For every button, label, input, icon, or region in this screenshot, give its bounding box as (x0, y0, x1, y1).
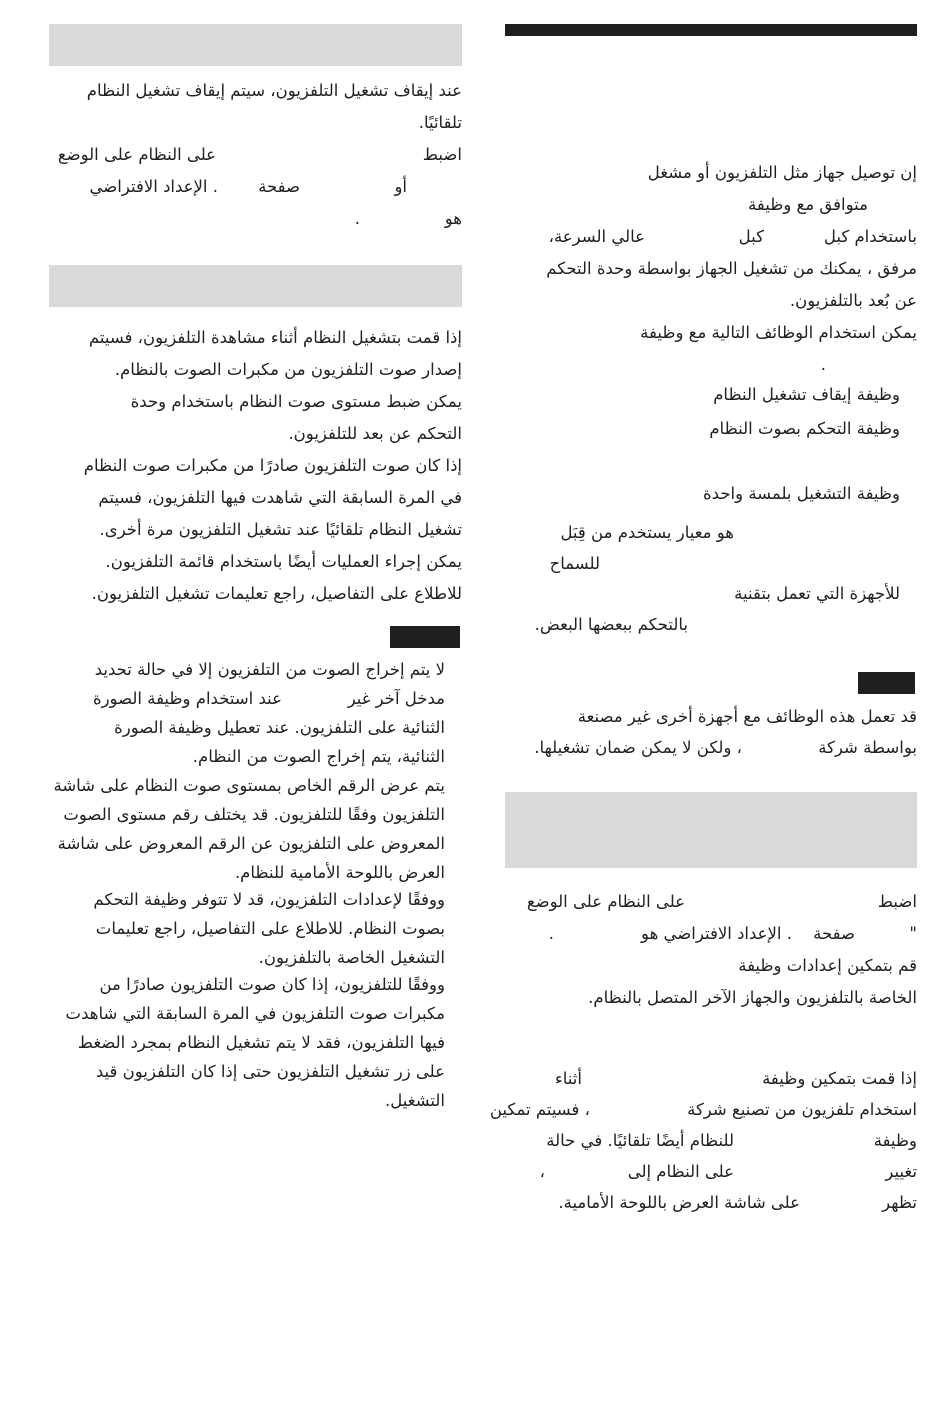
paragraph-line: . (548, 924, 554, 943)
paragraph-line: صفحة (258, 177, 300, 196)
note-line: التلفزيون وفقًا للتلفزيون. قد يختلف رقم مستوى الصوت (63, 805, 445, 824)
note-line: ووفقًا للتلفزيون، إذا كان صوت التلفزيون صادرًا من (99, 975, 445, 994)
paragraph-line: على النظام على الوضع (57, 145, 216, 164)
paragraph-line: تشغيل النظام تلقائيًا عند تشغيل التلفزيون مرة أخرى. (99, 520, 462, 539)
section-header-bar (49, 24, 462, 66)
paragraph-line: يمكن إجراء العمليات أيضًا باستخدام قائمة التلفزيون. (105, 552, 462, 571)
note-line: فيها التلفزيون، فقد لا يتم تشغيل النظام بمجرد الضغط (77, 1033, 445, 1052)
paragraph-line: . الإعداد الافتراضي (89, 177, 218, 196)
paragraph-line: . الإعداد الافتراضي هو (641, 924, 792, 943)
note-line: لا يتم إخراج الصوت من التلفزيون إلا في حالة تحديد (94, 660, 445, 679)
paragraph-line: عند إيقاف تشغيل التلفزيون، سيتم إيقاف تشغيل النظام (86, 81, 462, 100)
note-line: الثنائية، يتم إخراج الصوت من النظام. (192, 747, 445, 766)
paragraph-line: عالي السرعة، (548, 227, 645, 246)
section-header-bar (505, 24, 917, 36)
paragraph-line: اضبط (877, 892, 917, 911)
note-line: قد تعمل هذه الوظائف مع أجهزة أخرى غير مصنعة (577, 707, 917, 726)
function-item: وظيفة إيقاف تشغيل النظام (713, 385, 900, 404)
paragraph-line: عن بُعد بالتلفزيون. (789, 291, 917, 310)
note-line: التشغيل. (385, 1091, 445, 1110)
paragraph-line: تغيير (885, 1162, 917, 1181)
paragraph-line: كبل (738, 227, 764, 246)
paragraph-line: قم بتمكين إعدادات وظيفة (738, 956, 917, 975)
paragraph-line: إذا كان صوت التلفزيون صادرًا من مكبرات صوت النظام (83, 456, 462, 475)
paragraph-line: هو (444, 209, 462, 228)
paragraph-line: . (354, 209, 360, 228)
paragraph-line: صفحة (813, 924, 855, 943)
note-line: بواسطة شركة (818, 738, 917, 757)
paragraph-line: يمكن استخدام الوظائف التالية مع وظيفة (640, 323, 917, 342)
note-line: على زر تشغيل التلفزيون حتى إذا كان التلفزيون قيد (95, 1062, 445, 1081)
note-line: عند استخدام وظيفة الصورة (92, 689, 282, 708)
paragraph-line: للنظام أيضًا تلقائيًا. في حالة (546, 1131, 734, 1150)
note-line: العرض باللوحة الأمامية للنظام. (234, 863, 445, 882)
function-item: وظيفة التشغيل بلمسة واحدة (703, 484, 900, 503)
function-item: وظيفة التحكم بصوت النظام (709, 419, 900, 438)
paragraph-line: بالتحكم ببعضها البعض. (534, 615, 688, 634)
note-line: مدخل آخر غير (347, 689, 445, 708)
note-line: ووفقًا لإعدادات التلفزيون، قد لا تتوفر وظيفة التحكم (93, 890, 445, 909)
paragraph-line: إن توصيل جهاز مثل التلفزيون أو مشغل (647, 163, 917, 182)
paragraph-line: هو معيار يستخدم من قِبَل (560, 523, 734, 542)
section-header-bar (49, 265, 462, 307)
paragraph-line: أثناء (555, 1069, 582, 1088)
paragraph-line: في المرة السابقة التي شاهدت فيها التلفزيون، فسيتم (98, 488, 462, 507)
note-line: ، ولكن لا يمكن ضمان تشغيلها. (534, 738, 742, 757)
paragraph-line: يمكن ضبط مستوى صوت النظام باستخدام وحدة (130, 392, 462, 411)
paragraph-line: باستخدام كبل (823, 227, 917, 246)
paragraph-line: وظيفة (873, 1131, 917, 1150)
paragraph-line: على النظام على الوضع (526, 892, 685, 911)
note-line: التشغيل الخاصة بالتلفزيون. (258, 948, 445, 967)
paragraph-line: أو (394, 177, 407, 196)
paragraph-line: التحكم عن بعد للتلفزيون. (288, 424, 462, 443)
note-line: مكبرات صوت التلفزيون في المرة السابقة التي شاهدت (65, 1004, 445, 1023)
paragraph-line: استخدام تلفزيون من تصنيع شركة (687, 1100, 917, 1119)
paragraph-line: للاطلاع على التفاصيل، راجع تعليمات تشغيل التلفزيون. (91, 584, 462, 603)
note-line: الثنائية على التلفزيون. عند تعطيل وظيفة الصورة (114, 718, 445, 737)
paragraph-line: للأجهزة التي تعمل بتقنية (734, 584, 900, 603)
paragraph-line: للسماح (549, 554, 600, 573)
paragraph-line: . (820, 355, 826, 374)
paragraph-line: على النظام إلى (627, 1162, 734, 1181)
note-line: يتم عرض الرقم الخاص بمستوى صوت النظام على شاشة (53, 776, 445, 795)
paragraph-line: متوافق مع وظيفة (748, 195, 868, 214)
paragraph-line: تلقائيًا. (418, 113, 462, 132)
note-label-box (858, 672, 915, 694)
paragraph-line: " (909, 924, 917, 943)
paragraph-line: الخاصة بالتلفزيون والجهاز الآخر المتصل بالنظام. (588, 988, 917, 1007)
paragraph-line: على شاشة العرض باللوحة الأمامية. (558, 1193, 800, 1212)
note-line: المعروض على التلفزيون عن الرقم المعروض على شاشة (57, 834, 445, 853)
note-line: بصوت النظام. للاطلاع على التفاصيل، راجع تعليمات (95, 919, 445, 938)
paragraph-line: ، فسيتم تمكين (489, 1100, 590, 1119)
note-label-box (390, 626, 460, 648)
paragraph-line: مرفق ، يمكنك من تشغيل الجهاز بواسطة وحدة التحكم (546, 259, 917, 278)
paragraph-line: ، (539, 1162, 545, 1181)
paragraph-line: إذا قمت بتمكين وظيفة (762, 1069, 917, 1088)
paragraph-line: إذا قمت بتشغيل النظام أثناء مشاهدة التلفزيون، فسيتم (88, 328, 462, 347)
paragraph-line: تظهر (882, 1193, 917, 1212)
section-header-bar (505, 792, 917, 868)
paragraph-line: اضبط (422, 145, 462, 164)
paragraph-line: إصدار صوت التلفزيون من مكبرات الصوت بالنظام. (114, 360, 462, 379)
